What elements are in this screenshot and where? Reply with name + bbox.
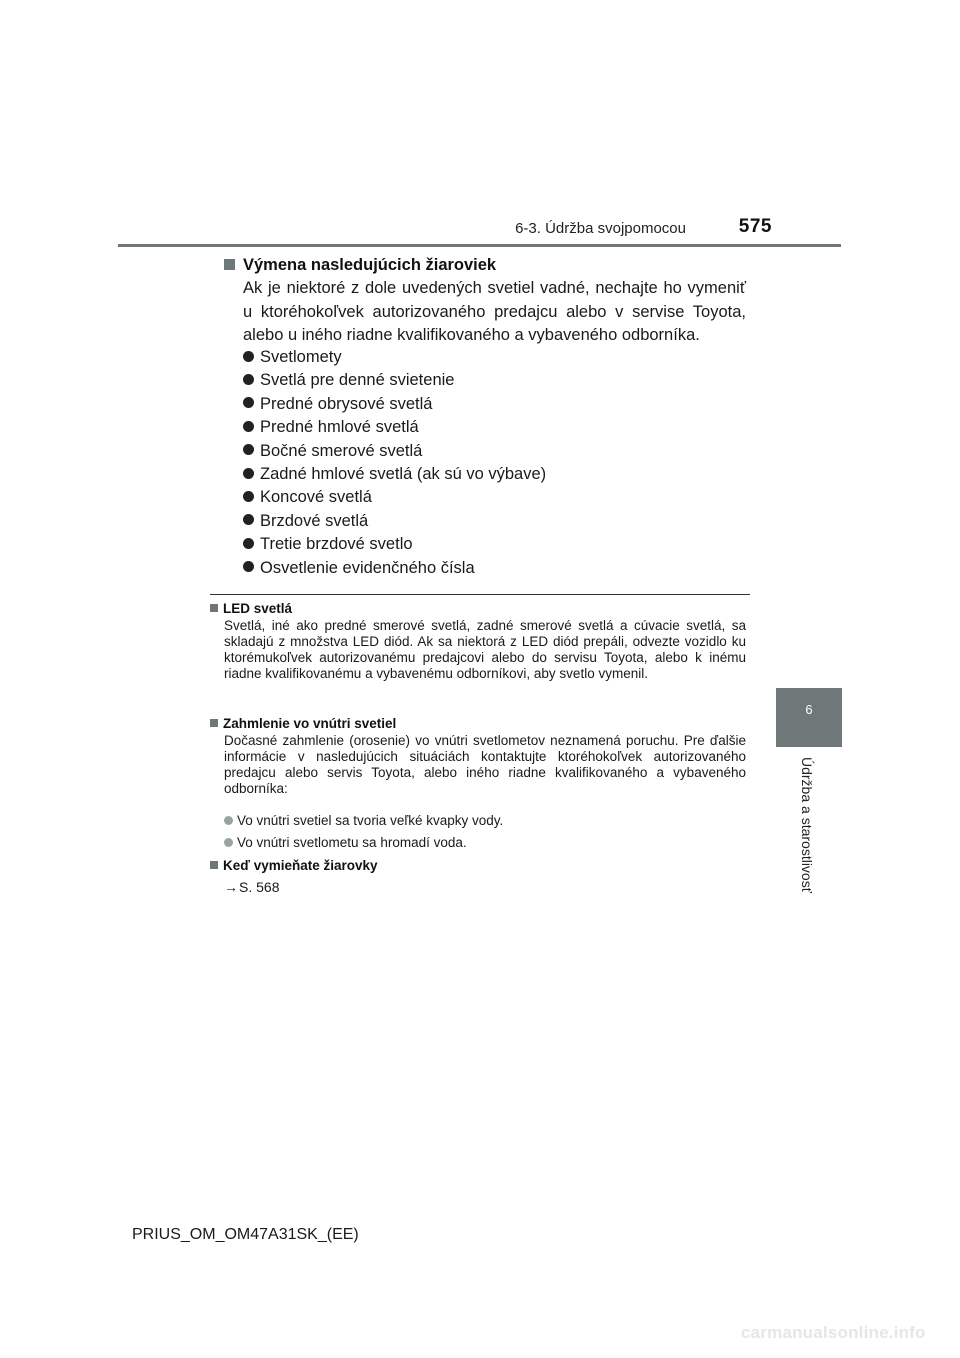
main-heading-text: Výmena nasledujúcich žiaroviek — [243, 256, 497, 274]
document-code: PRIUS_OM_OM47A31SK_(EE) — [132, 1226, 359, 1243]
list-item: Predné hmlové svetlá — [243, 416, 546, 439]
bullet-icon — [243, 538, 254, 549]
note-title: Zahmlenie vo vnútri svetiel — [210, 715, 746, 733]
bullet-icon — [243, 374, 254, 385]
list-item: Vo vnútri svetlometu sa hromadí voda. — [224, 832, 503, 854]
page-reference-link[interactable] — [224, 879, 279, 895]
intro-paragraph: Ak je niektoré z dole uvedených svetiel vadné, nechajte ho vymeniť u ktoréhokoľvek autorizovaného predajcu alebo v servise Toyota, alebo u iného riadne kvalifikovaného a vybaveného odborníka. — [243, 279, 746, 344]
page-reference: S. 568 — [239, 879, 280, 895]
list-item: Tretie brzdové svetlo — [243, 533, 546, 556]
list-item: Koncové svetlá — [243, 486, 546, 509]
list-item: Bočné smerové svetlá — [243, 440, 546, 463]
bullet-icon — [243, 397, 254, 408]
note-body: Svetlá, iné ako predné smerové svetlá, zadné smerové svetlá a cúvacie svetlá, sa skladajú z množstva LED diód. Ak sa niektorá z LED diód prepáli, odvezte vozidlo ku ktorémukoľvek autorizovanému predajcovi alebo do servisu Toyota, alebo k inému riadne kvalifikovanému a vybavenému odborníkovi, aby svetlo vymenil. — [224, 618, 746, 681]
note-title: Keď vymieňate žiarovky — [210, 857, 746, 875]
chapter-number: 6 — [805, 702, 813, 717]
bullet-icon — [224, 816, 233, 825]
bullet-icon — [243, 468, 254, 479]
list-item: Zadné hmlové svetlá (ak sú vo výbave) — [243, 463, 546, 486]
bullet-icon — [243, 351, 254, 362]
list-item: Vo vnútri svetiel sa tvoria veľké kvapky vody. — [224, 810, 503, 832]
chapter-tab[interactable] — [776, 688, 842, 747]
list-item: Predné obrysové svetlá — [243, 393, 546, 416]
note-condensation — [210, 715, 746, 797]
square-bullet-icon — [210, 604, 218, 612]
square-bullet-icon — [210, 861, 218, 869]
bullet-icon — [243, 444, 254, 455]
watermark: carmanualsonline.info — [741, 1323, 926, 1342]
bullet-icon — [243, 561, 254, 572]
note-title: LED svetlá — [210, 600, 746, 618]
page-number: 575 — [738, 216, 772, 237]
condensation-list — [224, 810, 503, 854]
list-item: Brzdové svetlá — [243, 510, 546, 533]
list-item: Svetlomety — [243, 346, 546, 369]
section-divider — [210, 594, 750, 595]
note-replacing — [210, 857, 746, 875]
header-divider — [118, 244, 841, 247]
section-title: 6-3. Údržba svojpomocou — [515, 220, 686, 237]
list-item: Svetlá pre denné svietenie — [243, 369, 546, 392]
bullet-icon — [243, 491, 254, 502]
chapter-title: Údržba a starostlivosť — [799, 757, 815, 893]
square-bullet-icon — [210, 719, 218, 727]
bulb-list — [243, 346, 546, 580]
square-bullet-icon — [224, 259, 235, 270]
bullet-icon — [243, 421, 254, 432]
arrow-right-icon: → — [224, 879, 238, 895]
bullet-icon — [224, 838, 233, 847]
list-item: Osvetlenie evidenčného čísla — [243, 557, 546, 580]
main-heading — [224, 256, 496, 275]
note-led — [210, 600, 746, 682]
note-body: Dočasné zahmlenie (orosenie) vo vnútri svetlometov neznamená poruchu. Pre ďalšie informácie v nasledujúcich situáciách kontaktujte ktoréhokoľvek autorizovaného predajcu alebo servis Toyota, alebo iného riadne kvalifikovaného a vybaveného odborníka: — [224, 733, 746, 796]
bullet-icon — [243, 514, 254, 525]
